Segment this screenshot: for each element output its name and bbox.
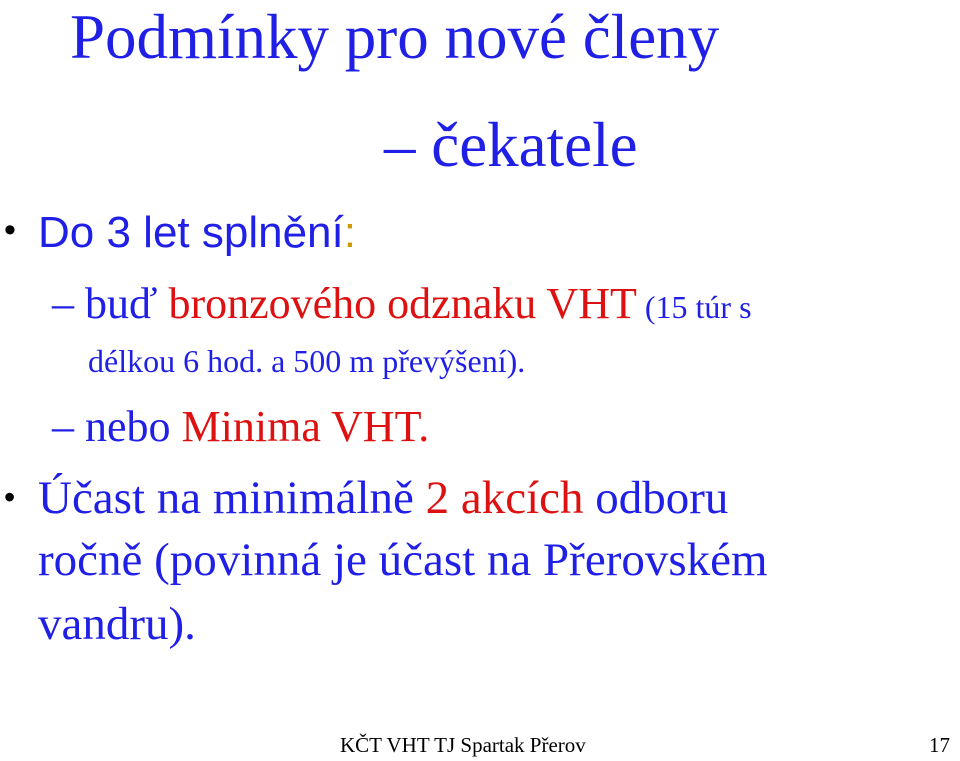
bullet-deadline-text (38, 208, 356, 257)
participation-line-3: vandru). (38, 598, 196, 650)
deadline-label: Do 3 let splnění (38, 208, 344, 257)
participation-part-2: odboru (583, 472, 729, 524)
sub-bullet-dash: – (52, 402, 74, 451)
bullet-marker: • (4, 479, 16, 515)
bronze-detail-line-1: (15 túr s (636, 289, 752, 325)
participation-line-2: ročně (povinná je účast na Přerovském (38, 534, 768, 586)
bronze-badge-text: bronzového odznaku VHT (168, 279, 637, 328)
bullet-marker: • (4, 211, 16, 249)
participation-line-1 (38, 472, 729, 524)
sub-bullet-minimum (52, 402, 430, 451)
participation-part-1: Účast na minimálně (38, 472, 426, 524)
bronze-lead: buď (85, 279, 169, 328)
footer-organization: KČT VHT TJ Spartak Přerov (340, 733, 586, 757)
minimum-lead: nebo (85, 402, 182, 451)
deadline-colon: : (343, 208, 356, 257)
slide-title-line-1: Podmínky pro nové členy (70, 2, 720, 72)
sub-bullet-dash: – (52, 279, 74, 328)
minimum-text: Minima VHT. (181, 402, 430, 451)
participation-highlight: 2 akcích (425, 472, 584, 524)
footer-page-number: 17 (929, 733, 950, 757)
bronze-detail-line-2: délkou 6 hod. a 500 m převýšení). (88, 343, 526, 379)
sub-bullet-bronze-badge (52, 279, 752, 328)
slide-title-line-2: – čekatele (384, 110, 638, 180)
